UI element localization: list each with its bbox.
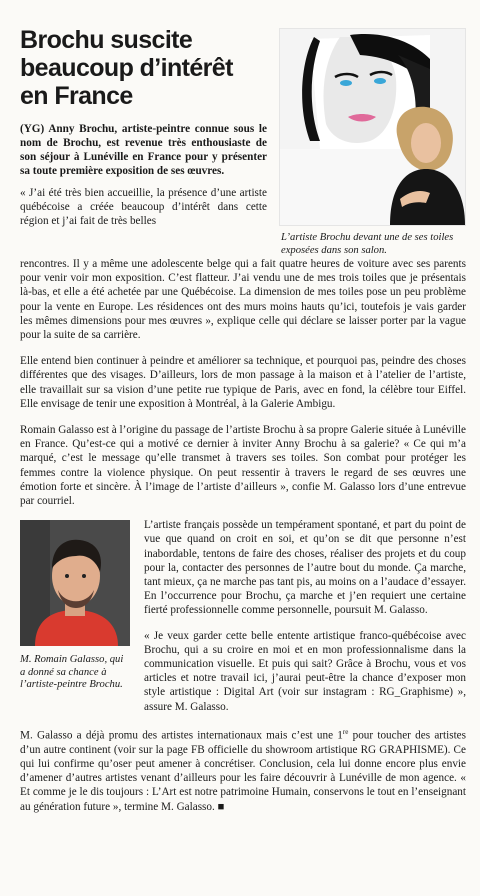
photo-romain-galasso <box>20 520 130 646</box>
paragraph-1-top: « J’ai été très bien accueillie, la présence d’une artiste québécoise a créée beaucoup d’intérêt dans cette région et j’ai fait de très belles <box>20 187 267 228</box>
painting-photo-illustration <box>280 29 465 225</box>
paragraph-6 <box>20 725 466 814</box>
paragraph-2: Elle entend bien continuer à peindre et améliorer sa technique, et pourquoi pas, peindre des choses différentes que des visages. D’ailleurs, lors de mon passage à la maison et à l’atelier de l’artiste, elle travaillait sur sa vision d’une petite rue typique de Paris, avec en fond, la célèbre tour Eiffel. Elle envisage de tenir une exposition à Montréal, à la Galerie Ambigu. <box>20 355 466 410</box>
right-column <box>267 12 466 257</box>
lead-paragraph: (YG) Anny Brochu, artiste-peintre connue sous le nom de Brochu, est revenue très enthousiaste de son séjour à Lunéville en France pour y présenter sa toute première exposition de ses œuvres. <box>20 123 267 177</box>
ordinal-suffix: re <box>342 727 349 736</box>
left-column <box>20 12 267 257</box>
paragraph-6-b: pour toucher des artistes d’un autre continent (voir sur la page FB officielle du showroom artistique RG GRAPHISME). Ce qui lui confirme qu’oser peut amener à concrétiser. Conclusion, cela lui donne encore plus envie d’amener d’autres artistes venant d’ailleurs pour les faire découvrir à Lunéville de mon agence. « Et comme je le dis toujours : L’Art est notre patrimoine Humain, conservons le tout en l’enseignant au génération future », termine M. Galasso. ■ <box>20 729 467 813</box>
caption-galasso-photo: M. Romain Galasso, qui a donné sa chance à l’artiste-peintre Brochu. <box>20 654 124 691</box>
paragraph-4: L’artiste français possède un tempérament spontané, et part du point de vue que quand on croit en soi, et qu’on se dit que personne n’est inabordable, tentons de faire des choses, réaliser des projets et du coup pour la, contacter des personnes de l’autre bout du monde. Ça marche, tant mieux, ça ne marche pas tant pis, au moins on a l’audace d’essayer. En l’occurrence pour Brochu, ça marche et j’en requiert une certaine fierté professionnelle comme personnelle, poursuit M. Galasso. <box>144 519 466 617</box>
caption-artist-photo: L’artiste Brochu devant une de ses toiles exposées dans son salon. <box>281 232 454 256</box>
middle-text-column <box>144 518 466 714</box>
photo-artist-brochu <box>279 28 466 226</box>
galasso-photo-column <box>20 518 130 714</box>
portrait-illustration <box>20 520 130 646</box>
paragraph-5: « Je veux garder cette belle entente artistique franco-québécoise avec Brochu, qui a su croire en moi et en mon professionnalisme dans la communication visuelle. Et puis qui sait? Grâce à Brochu, vous et vos articles et notre travail ici, j’aurai peut-être la chance d’exposer mon style artistique : Digital Art (voir sur instagram : RG_Graphisme) », assure M. Galasso. <box>144 629 466 713</box>
middle-section <box>20 518 466 714</box>
paragraph-3: Romain Galasso est à l’origine du passage de l’artiste Brochu à sa propre Galerie située à Lunéville en France. Qu’est-ce qui a motivé ce dernier à inviter Anny Brochu à sa galerie? « Ce qui m’a marqué, c’est le message qu’elle transmet à travers ses toiles. Son combat pour protéger les femmes contre la violence physique. On peut ressentir à travers le regard de ses œuvres une émotion forte et sincère. À l’image de l’artiste d’ailleurs », confie M. Galasso lors d’une entrevue par courriel. <box>20 424 466 508</box>
headline: Brochu suscite beaucoup d’intérêt en France <box>20 26 233 110</box>
top-section <box>20 12 466 257</box>
paragraph-1-rest: rencontres. Il y a même une adolescente belge qui a fait quatre heures de voiture avec ses parents pour venir voir mon exposition. C’est flatteur. J’ai vendu une de mes trois toiles que je présentais là-bas, et elle a été achetée par une Québécoise. La dimension de mes toiles pose un peu problème pour la vente en Europe. Les résidences ont des murs moins hauts qu’ici, toutefois je vais garder les mêmes dimensions pour mes œuvres », explique celle qui déclare se laisser porter par la vague pour la suite de sa carrière. <box>20 258 466 342</box>
paragraph-6-a: M. Galasso a déjà promu des artistes internationaux mais c’est une 1 <box>20 729 343 742</box>
